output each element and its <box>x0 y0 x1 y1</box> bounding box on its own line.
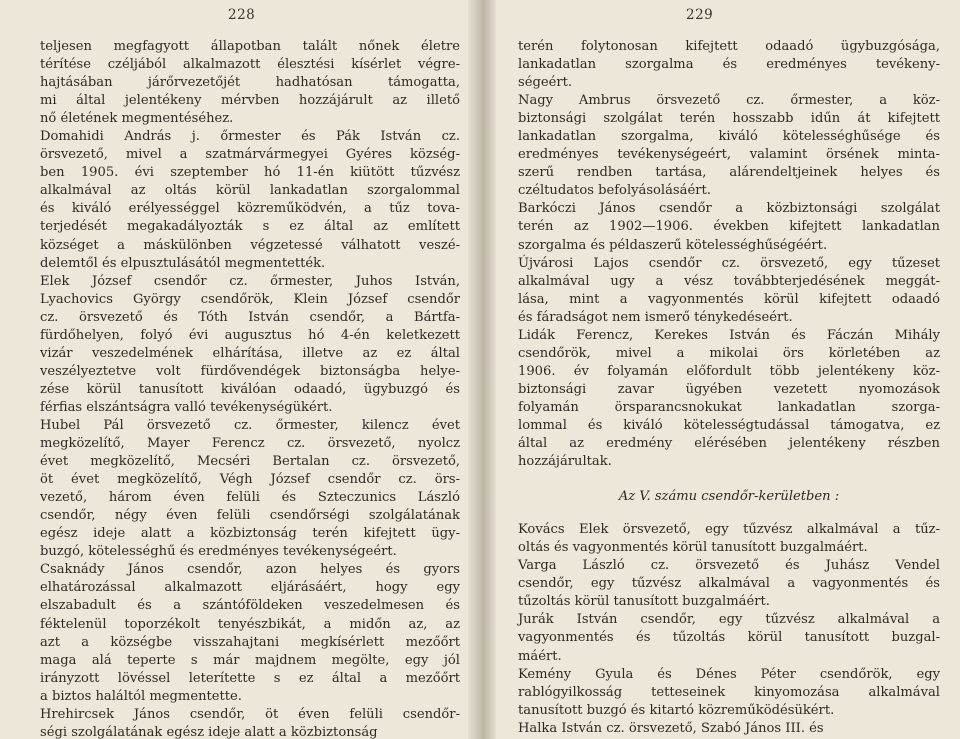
text-line: Lyachovics György csendőrök, Klein József csendőr <box>40 291 460 307</box>
text-line: oltás és vagyonmentés körül tanusított buzgalmáért. <box>518 540 868 556</box>
text-line: ben 1905. évi szeptember hó 11-én kiütött tűzvész <box>40 165 460 181</box>
text-line: zése körül tanusított kiválóan odaadó, ügybuzgó és <box>40 381 460 397</box>
text-line: Kovács Elek örsvezető, egy tűzvész alkalmával a tűz- <box>518 522 940 538</box>
text-line: Lidák Ferencz, Kerekes István és Fáczán Mihály <box>518 327 940 343</box>
text-line: czéltudatos befolyásolásáért. <box>518 183 711 199</box>
text-line: terén folytonosan kifejtett odaadó ügybuzgósága, <box>518 39 940 54</box>
text-line: a biztos haláltól megmentette. <box>40 688 242 704</box>
text-line: folyamán örsparancsnokukat lankadatlan szorga- <box>518 399 940 415</box>
text-line: alkalmával ugy a vész továbbterjedésének meggát- <box>518 273 940 289</box>
text-line: csendőr, négy éven felüli csendőrségi szolgálatának <box>40 508 460 524</box>
text-line: biztonsági szolgálat terén hosszabb idűn át kifejtett <box>518 111 940 127</box>
text-line: vezető, három éven felüli és Szteczunics László <box>40 490 460 506</box>
text-line: lása, mint a vagyonmentés körül kifejtett odaadó <box>518 291 940 307</box>
text-line: Barkóczi János csendőr a közbiztonsági szolgálat <box>518 201 940 217</box>
text-line: féktelenül toporzékolt tenyészbikát, a midőn az, az <box>40 616 460 632</box>
text-line: Domahidi András j. őrmester és Pák István cz. <box>40 129 460 145</box>
text-line: lankadatlan szorgalma és eredményes tevékeny- <box>518 57 940 73</box>
text-line: lankadatlan szorgalma, kiváló kötelességhűsége és <box>518 129 940 145</box>
text-line: rablógyilkosság tetteseinek kinyomozása alkalmával <box>518 684 940 700</box>
text-line: Halka István cz. örsvezető, Szabó János III. és <box>518 720 824 736</box>
right-text-before <box>518 38 940 471</box>
text-line: férfias elszántságra valló tevékenységükért. <box>40 399 333 415</box>
text-line: tanusított buzgó és kitartó közreműködésükért. <box>518 702 835 718</box>
text-line: cz. örsvezető és Tóth István csendőr, a Bártfa- <box>40 309 460 325</box>
text-line: öt évet megközelítő, Végh József csendőr cz. örs- <box>40 472 460 488</box>
text-line: terjedését megakadályozták s ez által az említett <box>40 219 460 235</box>
text-line: egész ideje alatt a közbiztonság terén kifejtett ügy- <box>40 526 460 542</box>
text-line: maga alá teperte s már majdnem megölte, egy jól <box>40 652 460 668</box>
text-line: örsvezető, mivel a szatmárvármegyei Gyéres község- <box>40 147 460 163</box>
text-line: Csaknády János csendőr, azon helyes és gyors <box>40 562 460 578</box>
page-number-right: 229 <box>686 7 714 23</box>
text-line: fürdőhelyen, folyó évi augusztus hó 4-én keletkezett <box>40 327 460 343</box>
text-line: Újvárosi Lajos csendőr cz. örsvezető, egy tűzeset <box>518 255 940 271</box>
text-line: vagyonmentés és tűzoltás körül tanusított buzgal- <box>518 630 940 646</box>
text-line: Jurák István csendőr, egy tűzvész alkalmával a <box>518 612 940 628</box>
text-line: irányzott lövéssel leterítette s ez által a mezőőrt <box>40 670 460 686</box>
text-line: lommal és kiváló kötelességtudással támogatva, ez <box>518 417 940 433</box>
text-line: Hubel Pál örsvezető cz. őrmester, kilencz évet <box>40 417 460 433</box>
text-line: csendőr, egy tűzvész alkalmával a vagyonmentés és <box>518 576 940 592</box>
text-line: nő életének megmentéséhez. <box>40 111 234 127</box>
text-line: azt a községbe visszahajtani megkísérlett mezőőrt <box>40 634 460 650</box>
left-page <box>0 0 478 739</box>
text-line: tűzoltás körül tanusított buzgalmáért. <box>518 594 770 610</box>
text-line: vizár veszedelmének elhárítása, illetve az ez által <box>40 345 460 361</box>
page-number-left: 228 <box>228 7 256 23</box>
right-page-text <box>518 38 940 738</box>
text-line: térítése czéljából alkalmazott élesztési kísérlet végre- <box>40 57 460 73</box>
text-line: biztonsági zavar ügyében vezetett nyomozások <box>518 381 940 397</box>
text-line: alkalmával az oltás körül lankadatlan szorgalommal <box>40 183 460 199</box>
text-line: hajtásában járőrvezetőjét hadhatósan támogatta, <box>40 75 460 91</box>
left-page-text <box>40 38 460 739</box>
text-line: terén az 1902—1906. években kifejtett lankadatlan <box>518 219 940 235</box>
text-line: évet megközelítő, Mecséri Bertalan cz. örsvezető, <box>40 454 460 470</box>
text-line: buzgó, kötelességhű és eredményes tevékenységeért. <box>40 544 397 560</box>
text-line: és kiváló erélyességgel közreműködvén, a tűz tova- <box>40 201 460 217</box>
text-line: teljesen megfagyott állapotban talált nőnek életre <box>40 39 460 54</box>
right-page <box>478 0 960 739</box>
text-line: 1906. év folyamán előfordult több jelentékeny köz- <box>518 363 940 379</box>
text-line: szorgalma és példaszerű kötelességhűségéért. <box>518 237 828 253</box>
text-line: mi által jelentékeny mérvben hozzájárult az illető <box>40 93 460 109</box>
text-line: által az eredmény elérésében jelentékeny részben <box>518 436 940 452</box>
text-line: csendőrök, mivel a mikolai örs körletében az <box>518 345 940 361</box>
text-line: Hrehircsek János csendőr, öt éven felüli csendőr- <box>40 706 460 722</box>
text-line: Elek József csendőr cz. őrmester, Juhos István, <box>40 273 460 289</box>
text-line: Nagy Ambrus örsvezető cz. őrmester, a köz- <box>518 93 940 109</box>
text-line: eredményes tevékenységeért, valamint örsének minta- <box>518 147 940 163</box>
text-line: elszabadult és a szántóföldeken veszedelmesen és <box>40 598 460 614</box>
text-line: Kemény Gyula és Dénes Péter csendőrök, egy <box>518 666 940 682</box>
text-line: Varga László cz. örsvezető és Juhász Vendel <box>518 558 940 574</box>
text-line: máért. <box>518 648 562 664</box>
text-line: elhatározással alkalmazott eljárásáért, hogy egy <box>40 580 460 596</box>
text-line: veszélyeztetve volt fürdővendégek biztonságba helye- <box>40 363 460 379</box>
text-line: megközelítő, Mayer Ferencz cz. örsvezető, nyolcz <box>40 436 460 452</box>
right-text-after <box>518 521 940 738</box>
text-line: hozzájárultak. <box>518 454 612 470</box>
section-heading: Az V. számu csendőr-kerületben : <box>618 489 840 505</box>
text-line: ségeért. <box>518 75 573 91</box>
text-line: községet a máskülönben végzetessé válhatott veszé- <box>40 237 460 253</box>
text-line: szerű rendben tartása, alárendeltjeinek helyes és <box>518 165 940 181</box>
text-line: ségi szolgálatának egész ideje alatt a közbiztonság <box>40 724 378 739</box>
text-line: delemtől és elpusztulásától megmentették. <box>40 255 326 271</box>
text-line: és fáradságot nem ismerő ténykedéseért. <box>518 309 793 325</box>
